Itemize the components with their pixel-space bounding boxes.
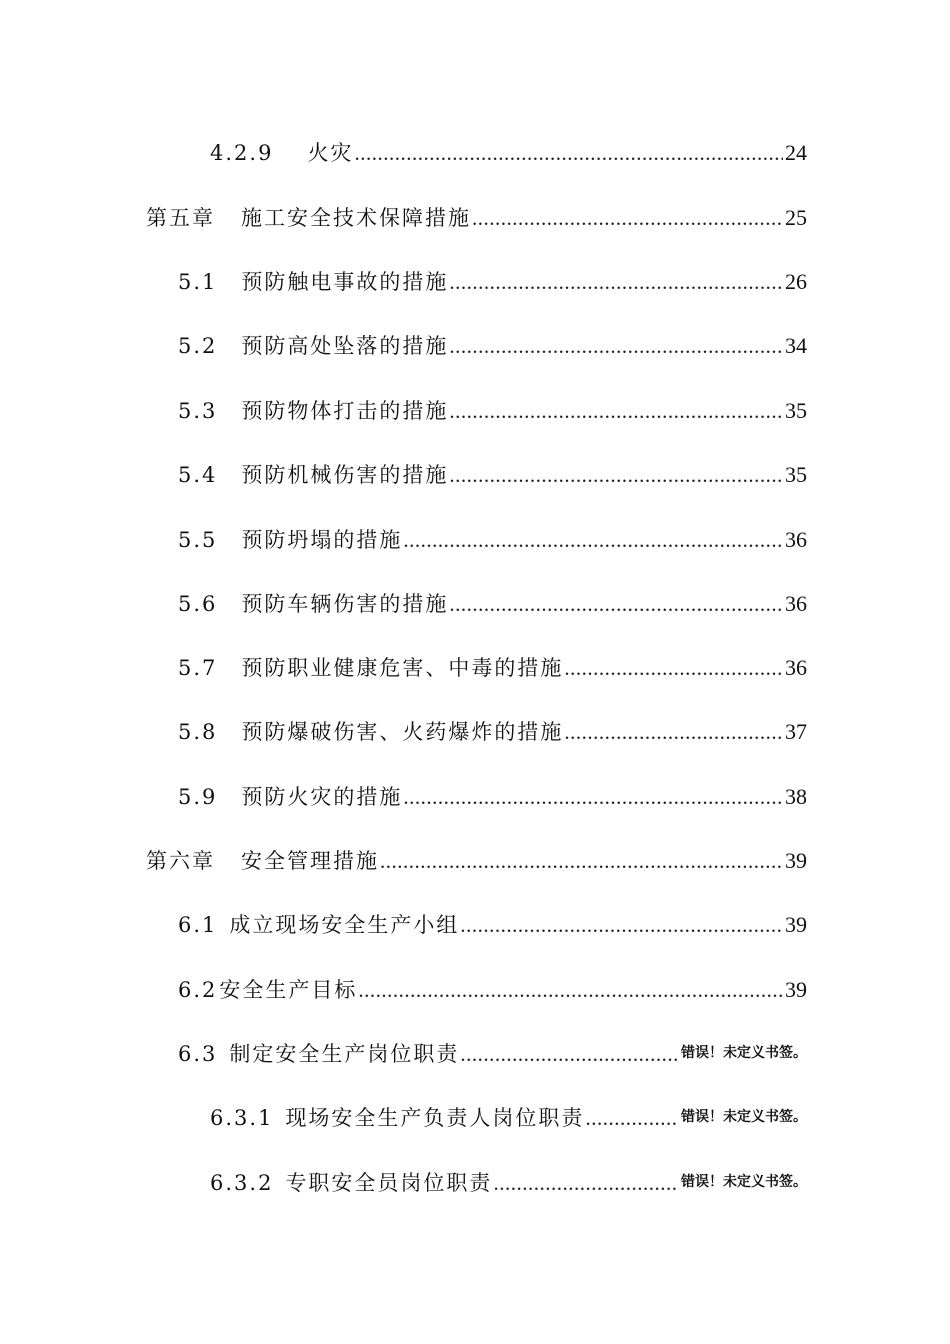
toc-entry-6-3[interactable]	[178, 1026, 807, 1066]
dot-leader	[472, 208, 783, 230]
toc-entry-6-3-1[interactable]	[210, 1090, 807, 1130]
toc-entry-5-3[interactable]	[178, 383, 807, 423]
toc-entry-number: 6.1	[178, 913, 218, 937]
toc-entry-title: 安全管理措施	[241, 849, 379, 873]
toc-page-number: 25	[785, 205, 807, 230]
toc-entry-5-4[interactable]	[178, 447, 807, 487]
toc-entry-number: 5.4	[178, 463, 218, 487]
toc-entry-chapter-6[interactable]	[146, 833, 807, 873]
toc-entry-title: 预防车辆伤害的措施	[241, 592, 449, 616]
toc-entry-number: 5.9	[178, 785, 218, 809]
toc-entry-title: 预防机械伤害的措施	[241, 463, 449, 487]
toc-page-number: 24	[785, 140, 807, 165]
toc-entry-number: 6.3.1	[210, 1106, 274, 1130]
toc-entry-title: 专职安全员岗位职责	[285, 1171, 493, 1195]
dot-leader	[403, 530, 783, 552]
dot-leader	[585, 1108, 679, 1130]
toc-entry-6-3-2[interactable]	[210, 1155, 807, 1195]
toc-page-number: 36	[785, 591, 807, 616]
dot-leader	[449, 272, 783, 294]
toc-entry-5-9[interactable]	[178, 769, 807, 809]
dot-leader	[449, 465, 783, 487]
toc-entry-title: 预防职业健康危害、中毒的措施	[241, 656, 564, 680]
dot-leader	[449, 401, 783, 423]
toc-entry-6-1[interactable]	[178, 897, 807, 937]
toc-entry-title: 施工安全技术保障措施	[241, 206, 471, 230]
toc-entry-number: 5.6	[178, 592, 218, 616]
toc-entry-5-6[interactable]	[178, 576, 807, 616]
toc-page-error: 错误！未定义书签。	[681, 1045, 807, 1061]
toc-entry-title: 预防触电事故的措施	[241, 270, 449, 294]
toc-entry-number: 6.3.2	[210, 1171, 274, 1195]
toc-entry-title: 预防坍塌的措施	[241, 528, 403, 552]
dot-leader	[564, 722, 783, 744]
toc-page-number: 35	[785, 462, 807, 487]
toc-entry-title: 预防物体打击的措施	[241, 399, 449, 423]
toc-entry-number: 5.1	[178, 270, 218, 294]
toc-page-number: 39	[785, 977, 807, 1002]
toc-page-number: 38	[785, 784, 807, 809]
dot-leader	[460, 915, 783, 937]
dot-leader	[449, 336, 783, 358]
toc-page-number: 36	[785, 655, 807, 680]
toc-entry-title: 火灾	[307, 141, 354, 165]
toc-entry-number: 5.5	[178, 528, 218, 552]
toc-entry-title: 安全生产目标	[219, 978, 358, 1002]
toc-entry-number: 6.3	[178, 1042, 218, 1066]
toc-page-number: 34	[785, 333, 807, 358]
toc-entry-number: 5.3	[178, 399, 218, 423]
toc-entry-title: 现场安全生产负责人岗位职责	[285, 1106, 585, 1130]
toc-entry-number: 5.8	[178, 720, 218, 744]
toc-page-number: 39	[785, 848, 807, 873]
toc-entry-number: 第五章	[146, 206, 215, 230]
toc-entry-title: 预防高处坠落的措施	[241, 334, 449, 358]
toc-entry-title: 制定安全生产岗位职责	[229, 1042, 460, 1066]
toc-entry-number: 4.2.9	[210, 141, 274, 165]
toc-page-number: 26	[785, 269, 807, 294]
toc-entry-5-8[interactable]	[178, 704, 807, 744]
toc-entry-title: 成立现场安全生产小组	[229, 913, 460, 937]
toc-page-error: 错误！未定义书签。	[681, 1109, 807, 1125]
dot-leader	[358, 980, 783, 1002]
toc-entry-number: 第六章	[146, 849, 215, 873]
dot-leader	[493, 1173, 679, 1195]
dot-leader	[449, 594, 783, 616]
toc-entry-5-7[interactable]	[178, 640, 807, 680]
toc-entry-4-2-9[interactable]	[210, 125, 807, 165]
toc-entry-6-2[interactable]	[178, 962, 807, 1002]
dot-leader	[403, 787, 783, 809]
toc-page-number: 39	[785, 912, 807, 937]
toc-entry-number: 6.2	[178, 978, 218, 1002]
dot-leader	[354, 143, 783, 165]
toc-entry-number: 5.7	[178, 656, 218, 680]
toc-entry-number: 5.2	[178, 334, 218, 358]
toc-page-error: 错误！未定义书签。	[681, 1174, 807, 1190]
toc-page-number: 37	[785, 719, 807, 744]
toc-entry-chapter-5[interactable]	[146, 190, 807, 230]
toc-entry-5-1[interactable]	[178, 254, 807, 294]
dot-leader	[564, 658, 783, 680]
toc-entry-title: 预防爆破伤害、火药爆炸的措施	[241, 720, 564, 744]
toc-entry-title: 预防火灾的措施	[241, 785, 403, 809]
dot-leader	[380, 851, 783, 873]
toc-entry-5-5[interactable]	[178, 512, 807, 552]
dot-leader	[460, 1044, 679, 1066]
toc-page-number: 36	[785, 527, 807, 552]
toc-page-number: 35	[785, 398, 807, 423]
toc-entry-5-2[interactable]	[178, 318, 807, 358]
